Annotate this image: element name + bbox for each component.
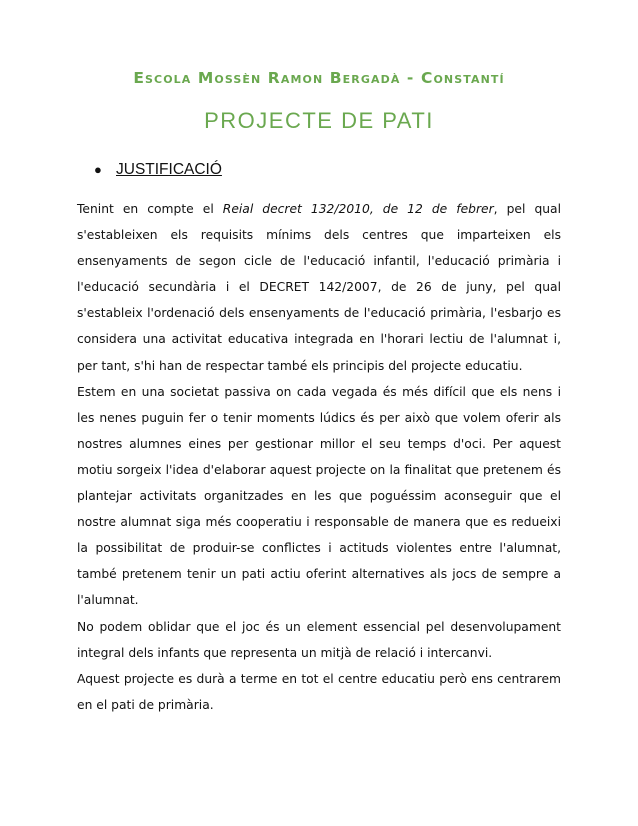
section-label: JUSTIFICACIÓ (116, 161, 222, 178)
decree-reference: Reial decret 132/2010, de 12 de febrer (222, 202, 494, 216)
document-title: PROJECTE DE PATI (204, 108, 434, 133)
paragraph-2: Estem en una societat passiva on cada vegada és més difícil que els nens i les nenes puguin fer o tenir moments lúdics és per això que volem oferir als nostres alumnes eines per gestionar millor el seu temps d'oci. Per aquest motiu sorgeix l'idea d'elaborar aquest projecte on la finalitat que pretenem és plantejar activitats organitzades en les que poguéssim aconseguir que el nostre alumnat siga més cooperatiu i responsable de manera que es redueixi la possibilitat de produir-se conflictes i actituds violentes entre l'alumnat, també pretenem tenir un pati actiu oferint alternatives als jocs de sempre a l'alumnat. (77, 384, 561, 608)
paragraph-4: Aquest projecte es durà a terme en tot el centre educatiu però ens centrarem en el pati de primària. (77, 671, 561, 712)
paragraph-1-rest: , pel qual s'estableixen els requisits mínims dels centres que imparteixen els ensenyaments de segon cicle de l'educació infantil, l'educació primària i l'educació secundària i el DECRET 142/2007, de 26 de juny, pel qual s'estableix l'ordenació dels ensenyaments de l'educació primària, l'esbarjo es considera una activitat educativa integrada en l'horari lectiu de l'alumnat i, per tant, s'hi han de respectar també els principis del projecte educatiu. (77, 202, 562, 373)
paragraph-1 (77, 196, 561, 379)
section-heading (94, 161, 222, 179)
bullet-icon: ● (94, 162, 102, 177)
paragraph-1-intro: Tenint en compte el (77, 202, 223, 216)
paragraph-3: No podem oblidar que el joc és un element essencial pel desenvolupament integral dels infants que representa un mitjà de relació i intercanvi. (77, 619, 561, 660)
document-body (77, 196, 561, 718)
school-name: Escola Mossèn Ramon Bergadà - Constantí (133, 69, 505, 87)
